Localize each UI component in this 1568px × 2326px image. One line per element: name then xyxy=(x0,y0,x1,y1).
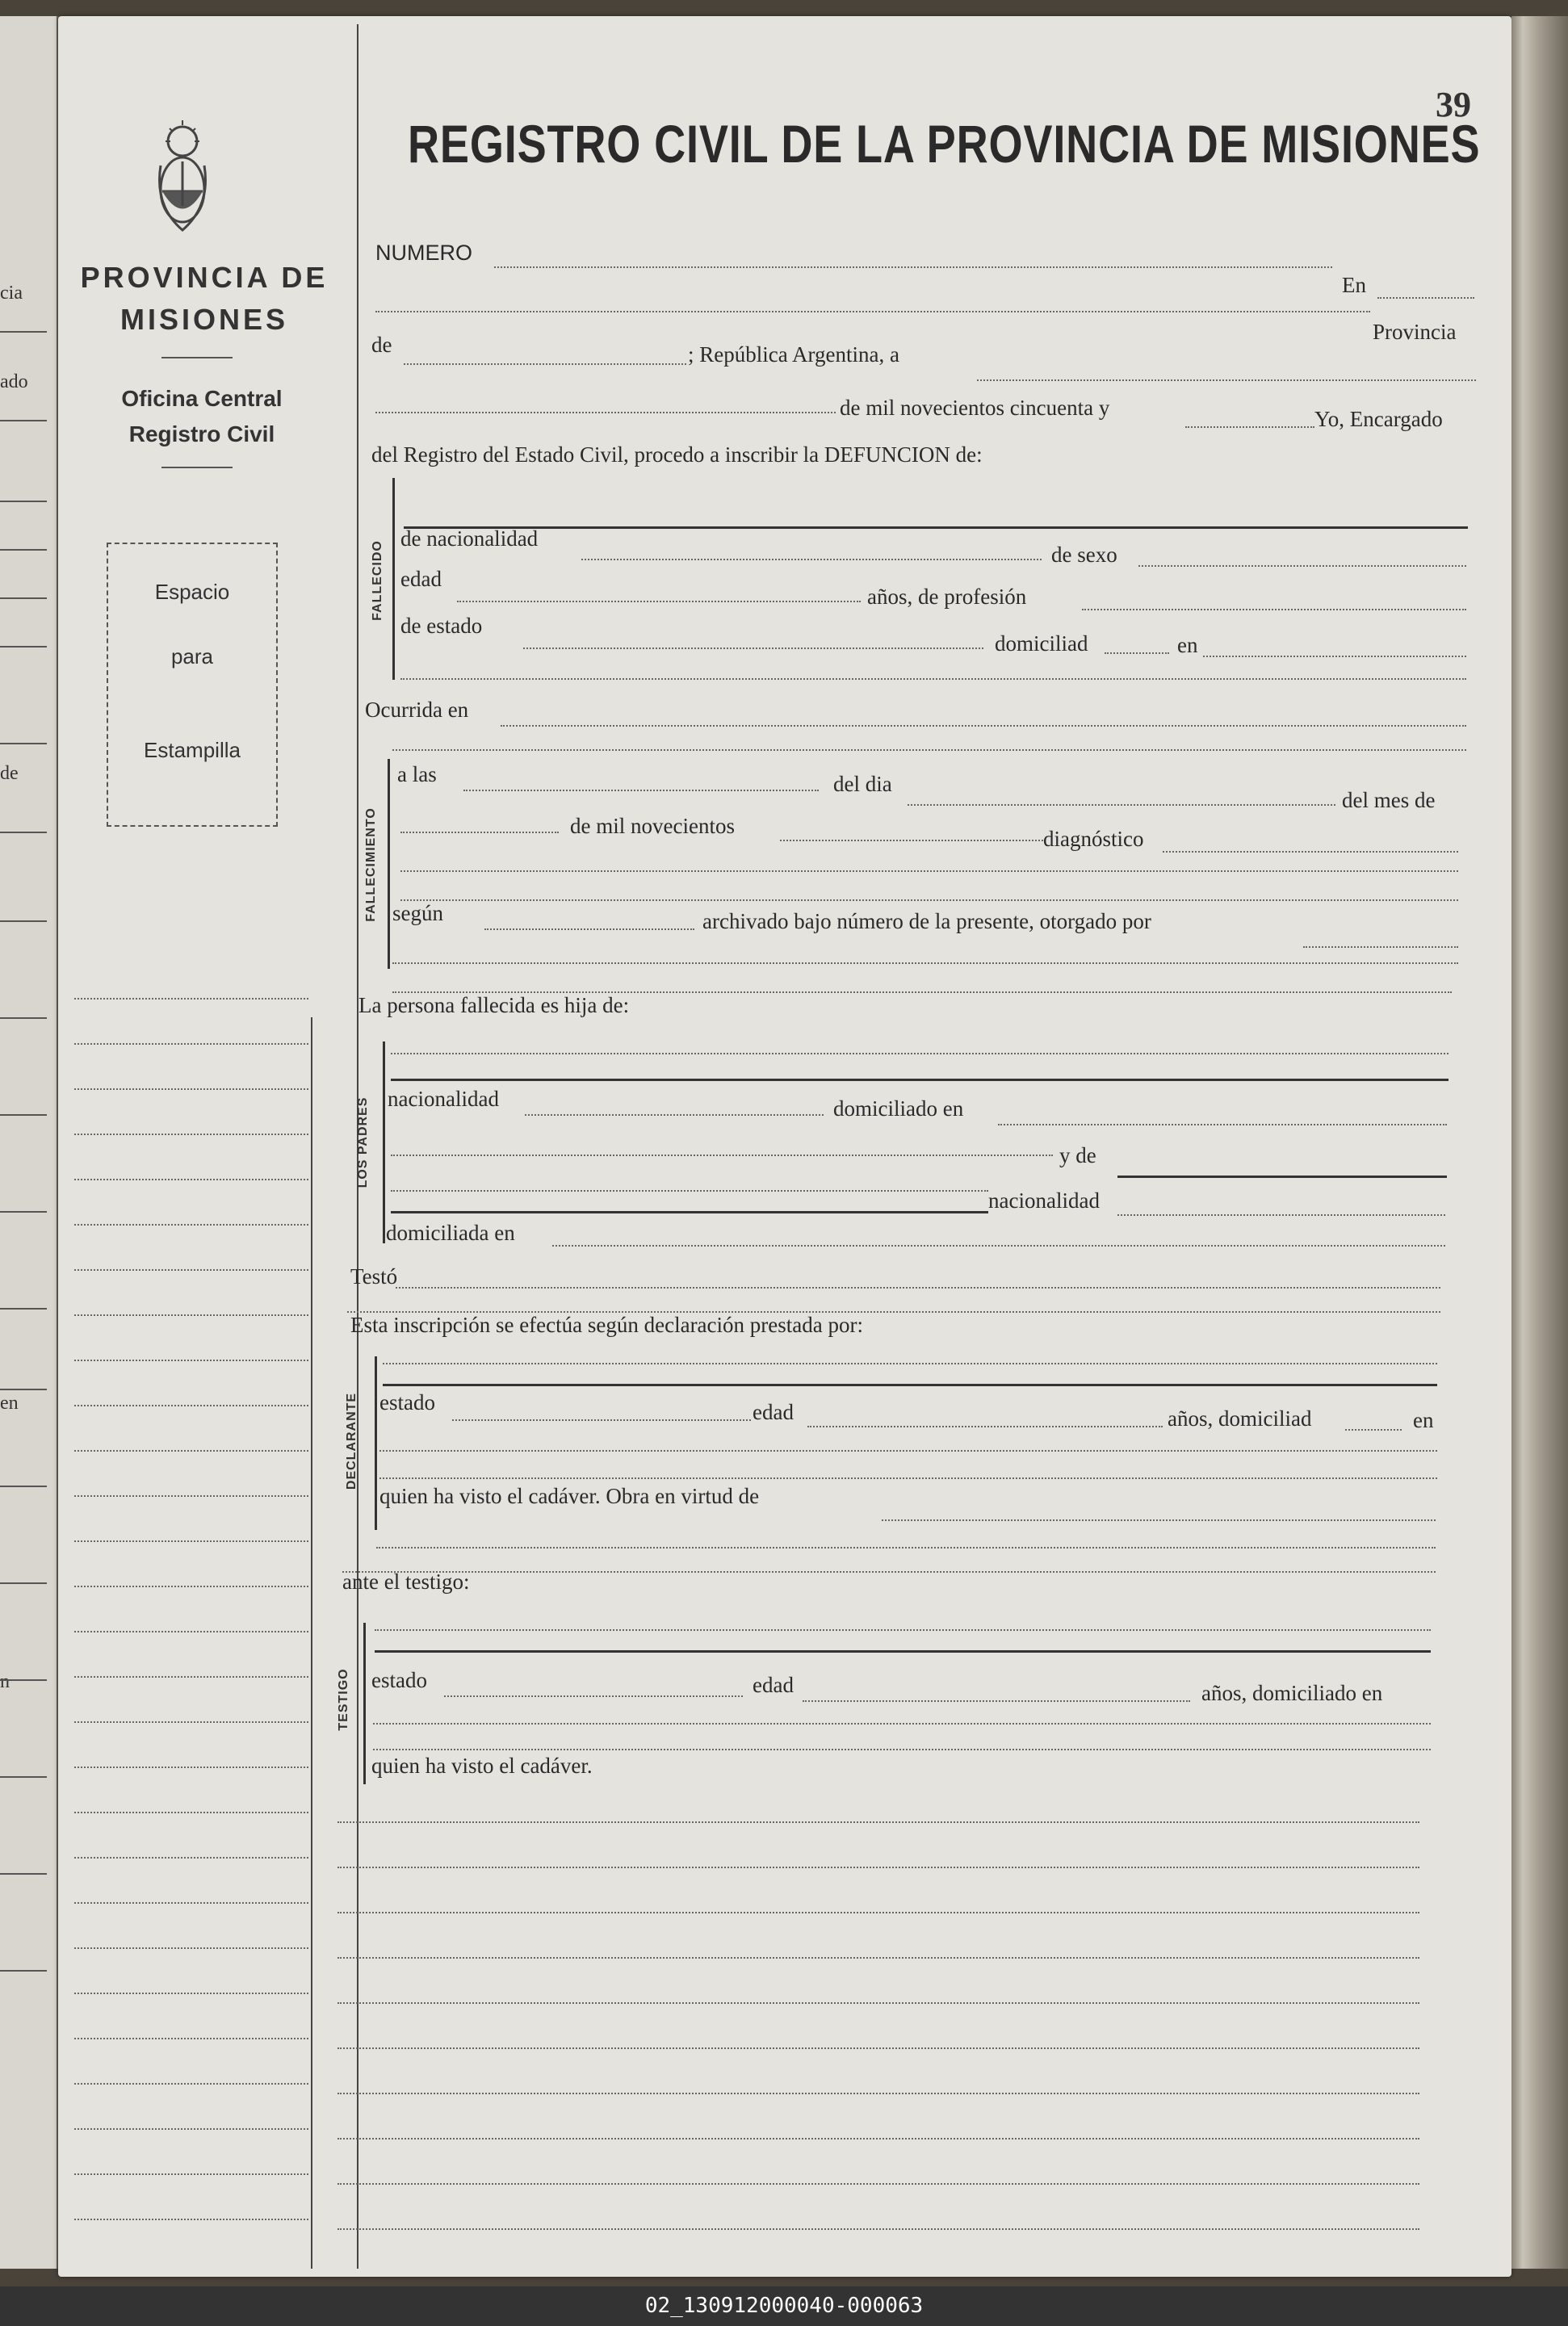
otorgado-field-2[interactable] xyxy=(392,962,1458,964)
obra-field-3[interactable] xyxy=(342,1571,1436,1573)
del-dia-label: del dia xyxy=(833,772,892,796)
diagnostico-field[interactable] xyxy=(1163,851,1458,853)
margin-line[interactable] xyxy=(74,1088,308,1090)
archivado-label: archivado bajo número de la presente, otorgado por xyxy=(702,909,1151,933)
en-label: en xyxy=(1413,1408,1434,1432)
de-mil-label: de mil novecientos cincuenta y xyxy=(840,396,1110,420)
margin-line[interactable] xyxy=(74,1676,308,1678)
mother-name-line[interactable] xyxy=(391,1211,988,1213)
y-de-label: y de xyxy=(1059,1143,1096,1167)
notes-line[interactable] xyxy=(337,1867,1419,1868)
estado-label: estado xyxy=(371,1668,427,1692)
diagnostico-field-2[interactable] xyxy=(400,870,1458,872)
province-line: MISIONES xyxy=(119,303,289,336)
nacionalidad-field[interactable] xyxy=(581,559,1042,560)
dia-field[interactable] xyxy=(908,804,1335,806)
margin-line[interactable] xyxy=(74,998,308,1000)
hora-field[interactable] xyxy=(463,790,819,791)
en-label: en xyxy=(1177,633,1198,657)
book-right-edge xyxy=(1511,16,1568,2269)
ano-field[interactable] xyxy=(780,840,1043,841)
mother-domicilio-field[interactable] xyxy=(552,1245,1445,1247)
edad-label: edad xyxy=(753,1400,794,1424)
stamp-label: Espacio xyxy=(154,580,230,604)
diagnostico-label: diagnóstico xyxy=(1043,827,1144,851)
margin-line[interactable] xyxy=(74,1043,308,1045)
estado-label: de estado xyxy=(400,614,483,638)
edad-field[interactable] xyxy=(457,601,861,602)
mother-name-field-2[interactable] xyxy=(391,1190,988,1192)
numero-label: NUMERO xyxy=(375,241,472,265)
margin-line[interactable] xyxy=(74,2128,308,2130)
stamp-label: Estampilla xyxy=(144,738,241,762)
fragment-text: ado xyxy=(0,371,28,392)
fragment-text: n xyxy=(0,1671,10,1692)
inner-divider xyxy=(311,1017,312,2269)
yo-encargado-label: Yo, Encargado xyxy=(1314,407,1443,431)
notes-line[interactable] xyxy=(337,2183,1419,2185)
testigo-domicilio-field[interactable] xyxy=(373,1723,1431,1725)
notes-line[interactable] xyxy=(337,2047,1419,2049)
de-label: de xyxy=(371,333,392,357)
margin-line[interactable] xyxy=(74,1857,308,1859)
quien-label: quien ha visto el cadáver. Obra en virtud de xyxy=(379,1484,760,1508)
margin-line[interactable] xyxy=(74,1314,308,1316)
sexo-field[interactable] xyxy=(1138,565,1466,567)
diagnostico-field-3[interactable] xyxy=(400,899,1458,901)
domicilio-field-2[interactable] xyxy=(400,678,1466,680)
margin-line[interactable] xyxy=(74,1540,308,1542)
margin-line[interactable] xyxy=(74,1134,308,1135)
padres-section-label: LOS PADRES xyxy=(356,1096,370,1188)
domiciliad-label: domiciliad xyxy=(995,631,1088,656)
declarante-edad-field[interactable] xyxy=(807,1426,1163,1427)
locality-field[interactable] xyxy=(375,311,1370,312)
ocurrida-field[interactable] xyxy=(501,725,1466,727)
margin-line[interactable] xyxy=(74,1767,308,1768)
province-heading xyxy=(63,257,346,341)
sexo-label: de sexo xyxy=(1051,543,1117,567)
registro-label: del Registro del Estado Civil, procedo a inscribir la DEFUNCION de: xyxy=(371,442,983,467)
domiciliad-suffix-field[interactable] xyxy=(1105,652,1169,654)
father-domicilio-field[interactable] xyxy=(998,1124,1447,1125)
mes-field[interactable] xyxy=(400,832,559,833)
margin-line[interactable] xyxy=(74,1450,308,1452)
margin-line[interactable] xyxy=(74,1947,308,1949)
testigo-estado-field[interactable] xyxy=(444,1695,743,1697)
stamp-space xyxy=(107,543,278,827)
margin-line[interactable] xyxy=(74,1495,308,1497)
segun-field[interactable] xyxy=(484,928,694,930)
fragment-text: cia xyxy=(0,283,23,304)
declarante-estado-field[interactable] xyxy=(452,1419,751,1421)
fallecimiento-section-label: FALLECIMIENTO xyxy=(364,807,378,922)
nacionalidad-label: de nacionalidad xyxy=(400,526,539,551)
fragment-text: en xyxy=(0,1393,19,1414)
edad-label: edad xyxy=(753,1673,794,1697)
persona-hija-label: La persona fallecida es hija de: xyxy=(358,993,630,1017)
ante-testigo-label: ante el testigo: xyxy=(342,1570,470,1594)
obra-field-2[interactable] xyxy=(376,1547,1436,1549)
date-field[interactable] xyxy=(977,379,1476,381)
otorgado-field[interactable] xyxy=(1303,946,1458,948)
margin-line[interactable] xyxy=(74,1224,308,1226)
deceased-name-field[interactable] xyxy=(404,526,1468,529)
page-number: 39 xyxy=(1436,85,1471,124)
a-las-label: a las xyxy=(397,762,437,786)
quien-label: quien ha visto el cadáver. xyxy=(371,1754,593,1778)
testigo-section-label: TESTIGO xyxy=(337,1668,350,1731)
de-mil-label: de mil novecientos xyxy=(570,814,735,838)
del-mes-label: del mes de xyxy=(1342,788,1436,812)
segun-label: según xyxy=(392,901,443,925)
margin-line[interactable] xyxy=(74,1993,308,1994)
image-id-bar: 02_130912000040-000063 xyxy=(0,2286,1568,2326)
father-name-field[interactable] xyxy=(391,1053,1449,1054)
father-name-line[interactable] xyxy=(391,1079,1449,1081)
estado-label: estado xyxy=(379,1390,435,1414)
margin-line[interactable] xyxy=(74,1269,308,1271)
margin-line[interactable] xyxy=(74,1902,308,1904)
mother-name-field[interactable] xyxy=(1117,1176,1447,1178)
fragment-text: de xyxy=(0,763,19,784)
testigo-domicilio-field-2[interactable] xyxy=(373,1749,1431,1750)
anos-domiciliad-label: años, domiciliad xyxy=(1168,1406,1312,1431)
declarante-domicilio-field[interactable] xyxy=(379,1450,1437,1452)
province-line: PROVINCIA DE xyxy=(80,261,329,294)
declarante-name-line[interactable] xyxy=(383,1384,1437,1386)
edad-label: edad xyxy=(400,567,442,591)
inscripcion-label: Esta inscripción se efectúa según declaración prestada por: xyxy=(350,1313,863,1337)
margin-line[interactable] xyxy=(74,2173,308,2175)
en-label: En xyxy=(1342,273,1366,297)
margin-line[interactable] xyxy=(74,1405,308,1406)
father-nacionalidad-field[interactable] xyxy=(525,1114,824,1116)
republica-label: ; República Argentina, a xyxy=(688,342,899,367)
margin-line[interactable] xyxy=(74,1812,308,1813)
declarante-domiciliad-suffix[interactable] xyxy=(1345,1429,1402,1431)
notes-line[interactable] xyxy=(337,2093,1419,2094)
declarante-section-label: DECLARANTE xyxy=(345,1392,358,1490)
margin-line[interactable] xyxy=(74,1631,308,1632)
nacionalidad2-label: nacionalidad xyxy=(988,1188,1100,1213)
margin-line[interactable] xyxy=(74,2219,308,2220)
provincia-label: Provincia xyxy=(1373,320,1457,344)
testigo-name-line[interactable] xyxy=(375,1650,1431,1653)
margin-line[interactable] xyxy=(74,2038,308,2039)
form-title: REGISTRO CIVIL DE LA PROVINCIA DE MISIONES xyxy=(408,114,1481,174)
testigo-name-field[interactable] xyxy=(375,1629,1431,1631)
ocurrida-label: Ocurrida en xyxy=(365,698,469,722)
domiciliado-label: domiciliado en xyxy=(833,1096,964,1121)
stamp-label: para xyxy=(170,644,214,668)
year-field[interactable] xyxy=(1185,426,1314,428)
office-line: Oficina Central xyxy=(121,386,283,411)
margin-line[interactable] xyxy=(74,1360,308,1361)
testo-field[interactable] xyxy=(396,1287,1440,1289)
notes-line[interactable] xyxy=(337,1912,1419,1913)
office-heading xyxy=(73,381,331,452)
margin-line[interactable] xyxy=(74,1586,308,1587)
office-line: Registro Civil xyxy=(128,421,275,446)
notes-line[interactable] xyxy=(337,2228,1419,2230)
anos-domiciliado-label: años, domiciliado en xyxy=(1201,1681,1383,1705)
obra-field[interactable] xyxy=(882,1519,1436,1521)
domiciliada-label: domiciliada en xyxy=(386,1221,515,1245)
notes-line[interactable] xyxy=(337,2138,1419,2140)
fallecido-section-label: FALLECIDO xyxy=(371,540,384,621)
month-field[interactable] xyxy=(375,412,836,413)
nacionalidad-label: nacionalidad xyxy=(388,1087,499,1111)
ocurrida-field-2[interactable] xyxy=(392,749,1466,751)
previous-page-edge xyxy=(0,16,59,2269)
father-domicilio-field-2[interactable] xyxy=(391,1155,1053,1156)
notes-line[interactable] xyxy=(337,1957,1419,1959)
en-field[interactable] xyxy=(1377,297,1474,299)
anos-profesion-label: años, de profesión xyxy=(867,585,1027,609)
notes-line[interactable] xyxy=(337,2002,1419,2004)
coat-of-arms-icon xyxy=(157,117,208,238)
mother-nacionalidad-field[interactable] xyxy=(1117,1214,1445,1216)
numero-field[interactable] xyxy=(494,266,1332,268)
province-field[interactable] xyxy=(404,363,686,365)
declarante-domicilio-field-2[interactable] xyxy=(379,1477,1437,1479)
notes-line[interactable] xyxy=(337,1821,1419,1823)
margin-line[interactable] xyxy=(74,1721,308,1723)
testigo-edad-field[interactable] xyxy=(803,1700,1190,1702)
margin-line[interactable] xyxy=(74,1179,308,1180)
domicilio-field[interactable] xyxy=(1203,656,1466,657)
declarante-name-field[interactable] xyxy=(383,1363,1437,1364)
estado-field[interactable] xyxy=(523,648,983,649)
testo-label: Testó xyxy=(350,1264,398,1289)
profesion-field[interactable] xyxy=(1082,609,1466,610)
margin-line[interactable] xyxy=(74,2083,308,2085)
